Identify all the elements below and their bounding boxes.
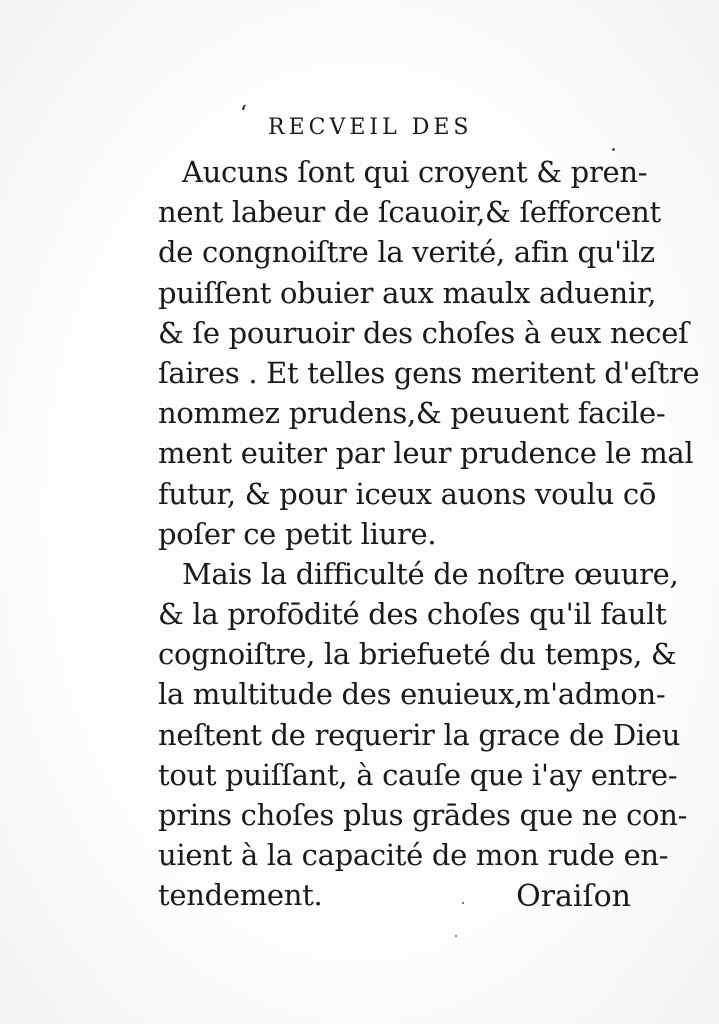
text-line: & la profōdité des choſes qu'il fault (158, 597, 667, 632)
text-line: cognoiſtre, la briefueté du temps, & (158, 637, 677, 672)
body-text (158, 152, 700, 916)
catchword: Oraiſon (516, 879, 631, 914)
ink-speck (612, 148, 615, 151)
text-line: puiſſent obuier aux maulx aduenir, (158, 275, 657, 310)
text-line: de congnoiſtre la verité, afin qu'ilz (158, 235, 655, 270)
text-line: nommez prudens,& peuuent facile- (158, 396, 666, 431)
text-line: tendement. (158, 878, 323, 913)
text-line: uient à la capacité de mon rude en- (158, 838, 669, 873)
text-line: futur, & pour iceux auons voulu cō (158, 476, 656, 511)
header-mark: ʻ (240, 102, 247, 127)
paragraph-1 (158, 152, 700, 554)
paragraph-2 (158, 554, 688, 916)
text-line: poſer ce petit liure. (158, 516, 437, 551)
text-line: ment euiter par leur prudence le mal (158, 436, 694, 471)
running-head: RECVEIL DES (268, 115, 473, 140)
ink-speck (455, 935, 457, 937)
text-line: prins choſes plus grādes que ne con- (158, 798, 688, 832)
text-line: Mais la difficulté de noſtre œuure, (182, 556, 679, 591)
text-line: la multitude des enuieux,m'admon- (158, 677, 666, 712)
text-line: tout puiſſant, à cauſe que i'ay entre- (158, 757, 678, 792)
text-line: Aucuns ſont qui croyent & pren- (182, 155, 648, 189)
text-line: & ſe pouruoir des choſes à eux neceſ (158, 315, 689, 350)
ink-speck (462, 902, 464, 904)
text-line: neſtent de requerir la grace de Dieu (158, 717, 681, 752)
text-line: nent labeur de ſcauoir,& ſefforcent (158, 195, 661, 230)
text-line: ſaires . Et telles gens meritent d'eſtre (158, 355, 700, 390)
